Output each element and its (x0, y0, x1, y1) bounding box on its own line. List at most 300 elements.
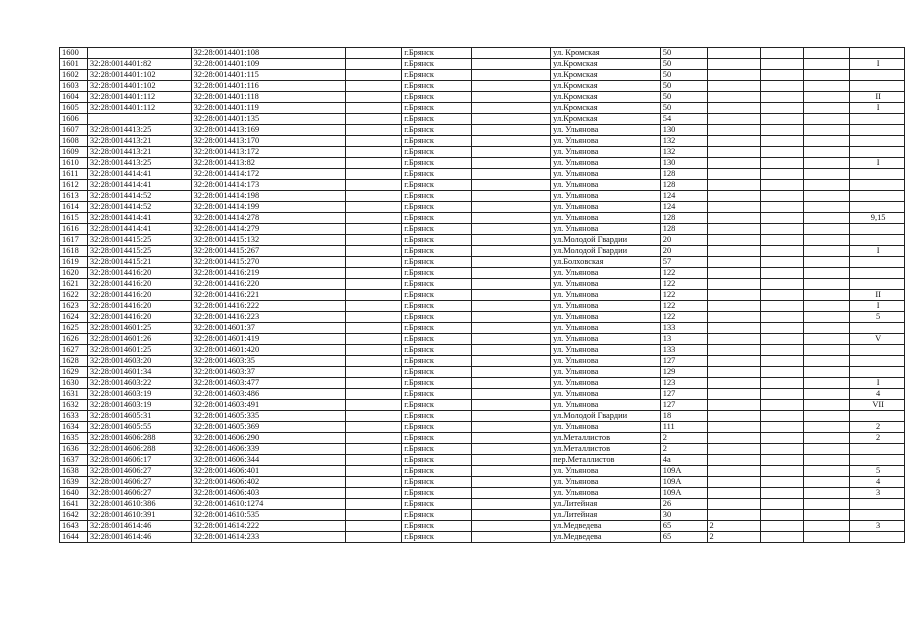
cell-street: ул. Ульянова (551, 191, 661, 202)
cell-street: ул. Ульянова (551, 147, 661, 158)
cell-street: ул.Кромская (551, 114, 661, 125)
cell-object-number: 32:28:0014401:116 (191, 81, 345, 92)
cell-parcel-number: 32:28:0014603:19 (87, 400, 191, 411)
table-row (60, 444, 905, 455)
cell-street: ул. Ульянова (551, 169, 661, 180)
cell-house-number: 132 (660, 147, 707, 158)
cell-parcel-number: 32:28:0014603:22 (87, 378, 191, 389)
cell-note (850, 257, 905, 268)
cell-blank-col-b (471, 422, 550, 433)
table-row (60, 92, 905, 103)
cell-city: г.Брянск (402, 136, 472, 147)
cell-blank-col-a (345, 356, 401, 367)
cell-col-flat (707, 202, 761, 213)
cell-blank-col-c (761, 114, 804, 125)
cell-blank-col-d (803, 235, 850, 246)
cell-city: г.Брянск (402, 224, 472, 235)
cell-note (850, 191, 905, 202)
cell-street: ул.Кромская (551, 81, 661, 92)
cell-col-flat (707, 499, 761, 510)
cell-city: г.Брянск (402, 312, 472, 323)
table-row (60, 180, 905, 191)
cell-row-number: 1643 (60, 521, 88, 532)
cell-blank-col-b (471, 48, 550, 59)
cell-object-number: 32:28:0014605:335 (191, 411, 345, 422)
cell-parcel-number: 32:28:0014416:20 (87, 312, 191, 323)
cell-col-flat (707, 257, 761, 268)
cell-blank-col-b (471, 378, 550, 389)
cell-blank-col-c (761, 356, 804, 367)
table-row (60, 312, 905, 323)
cell-blank-col-a (345, 224, 401, 235)
cell-house-number: 127 (660, 356, 707, 367)
cell-row-number: 1640 (60, 488, 88, 499)
cell-blank-col-b (471, 147, 550, 158)
cell-parcel-number: 32:28:0014414:41 (87, 213, 191, 224)
cell-col-flat (707, 510, 761, 521)
cell-house-number: 124 (660, 202, 707, 213)
cell-city: г.Брянск (402, 301, 472, 312)
cell-blank-col-a (345, 235, 401, 246)
cell-city: г.Брянск (402, 59, 472, 70)
cell-city: г.Брянск (402, 103, 472, 114)
table-row (60, 235, 905, 246)
cell-blank-col-b (471, 444, 550, 455)
cell-blank-col-a (345, 125, 401, 136)
cell-object-number: 32:28:0014416:223 (191, 312, 345, 323)
cell-blank-col-b (471, 433, 550, 444)
cell-blank-col-c (761, 191, 804, 202)
cell-note (850, 180, 905, 191)
cell-house-number: 50 (660, 92, 707, 103)
cell-parcel-number: 32:28:0014401:102 (87, 81, 191, 92)
cell-house-number: 65 (660, 532, 707, 543)
cell-row-number: 1616 (60, 224, 88, 235)
cell-note (850, 356, 905, 367)
table-row (60, 499, 905, 510)
cell-blank-col-a (345, 521, 401, 532)
cell-blank-col-d (803, 389, 850, 400)
cell-row-number: 1612 (60, 180, 88, 191)
cell-blank-col-a (345, 213, 401, 224)
cell-row-number: 1606 (60, 114, 88, 125)
cell-note (850, 411, 905, 422)
cell-row-number: 1611 (60, 169, 88, 180)
table-row (60, 455, 905, 466)
cell-blank-col-a (345, 422, 401, 433)
cell-col-flat: 2 (707, 521, 761, 532)
cell-street: пер.Металлистов (551, 455, 661, 466)
cell-blank-col-a (345, 268, 401, 279)
cell-house-number: 133 (660, 345, 707, 356)
cell-blank-col-d (803, 202, 850, 213)
cell-row-number: 1634 (60, 422, 88, 433)
cell-parcel-number: 32:28:0014413:25 (87, 158, 191, 169)
cell-street: ул.Медведева (551, 532, 661, 543)
cell-street: ул. Ульянова (551, 323, 661, 334)
cell-house-number: 50 (660, 81, 707, 92)
cell-street: ул. Ульянова (551, 356, 661, 367)
cell-blank-col-a (345, 246, 401, 257)
cell-blank-col-a (345, 191, 401, 202)
cell-col-flat (707, 114, 761, 125)
cell-house-number: 127 (660, 389, 707, 400)
cell-blank-col-d (803, 521, 850, 532)
cell-blank-col-b (471, 400, 550, 411)
cell-blank-col-b (471, 345, 550, 356)
table-row (60, 125, 905, 136)
cell-blank-col-d (803, 257, 850, 268)
cell-blank-col-b (471, 81, 550, 92)
cell-parcel-number: 32:28:0014413:21 (87, 147, 191, 158)
table-row (60, 59, 905, 70)
cell-blank-col-a (345, 510, 401, 521)
cell-blank-col-c (761, 213, 804, 224)
cell-note (850, 48, 905, 59)
cell-object-number: 32:28:0014603:477 (191, 378, 345, 389)
cell-note: 3 (850, 488, 905, 499)
cell-parcel-number: 32:28:0014606:17 (87, 455, 191, 466)
cell-row-number: 1633 (60, 411, 88, 422)
cell-object-number: 32:28:0014401:109 (191, 59, 345, 70)
cell-row-number: 1613 (60, 191, 88, 202)
table-row (60, 378, 905, 389)
cell-blank-col-b (471, 290, 550, 301)
cell-street: ул. Ульянова (551, 213, 661, 224)
cell-note: 2 (850, 422, 905, 433)
cell-object-number: 32:28:0014416:221 (191, 290, 345, 301)
cell-row-number: 1605 (60, 103, 88, 114)
cell-blank-col-d (803, 323, 850, 334)
cell-col-flat (707, 246, 761, 257)
cell-house-number: 50 (660, 48, 707, 59)
cell-object-number: 32:28:0014414:278 (191, 213, 345, 224)
cell-blank-col-c (761, 367, 804, 378)
cell-col-flat (707, 169, 761, 180)
cell-note (850, 510, 905, 521)
cell-row-number: 1638 (60, 466, 88, 477)
cell-street: ул.Болховская (551, 257, 661, 268)
cell-blank-col-d (803, 136, 850, 147)
cell-blank-col-c (761, 81, 804, 92)
cell-house-number: 109А (660, 466, 707, 477)
table-row (60, 169, 905, 180)
cell-blank-col-d (803, 169, 850, 180)
cell-parcel-number: 32:28:0014413:21 (87, 136, 191, 147)
cell-street: ул. Ульянова (551, 158, 661, 169)
cell-blank-col-b (471, 59, 550, 70)
cell-blank-col-c (761, 323, 804, 334)
cell-object-number: 32:28:0014401:115 (191, 70, 345, 81)
cell-note (850, 224, 905, 235)
cell-blank-col-a (345, 70, 401, 81)
cell-row-number: 1642 (60, 510, 88, 521)
cell-street: ул. Кромская (551, 48, 661, 59)
cell-blank-col-b (471, 213, 550, 224)
cell-street: ул.Молодой Гвардии (551, 411, 661, 422)
cell-col-flat (707, 367, 761, 378)
cell-col-flat (707, 356, 761, 367)
cell-col-flat (707, 466, 761, 477)
cell-row-number: 1621 (60, 279, 88, 290)
table-row (60, 224, 905, 235)
cell-blank-col-a (345, 59, 401, 70)
cell-city: г.Брянск (402, 81, 472, 92)
cell-parcel-number: 32:28:0014601:25 (87, 345, 191, 356)
cell-city: г.Брянск (402, 279, 472, 290)
cell-blank-col-a (345, 411, 401, 422)
table-row (60, 136, 905, 147)
cell-blank-col-a (345, 257, 401, 268)
cell-house-number: 128 (660, 213, 707, 224)
cell-object-number: 32:28:0014413:170 (191, 136, 345, 147)
cell-col-flat (707, 92, 761, 103)
cell-blank-col-d (803, 301, 850, 312)
cell-row-number: 1614 (60, 202, 88, 213)
cell-blank-col-c (761, 279, 804, 290)
cell-col-flat (707, 48, 761, 59)
cell-note (850, 367, 905, 378)
cell-city: г.Брянск (402, 180, 472, 191)
cell-note (850, 202, 905, 213)
cell-blank-col-d (803, 488, 850, 499)
cell-col-flat (707, 268, 761, 279)
cell-blank-col-b (471, 202, 550, 213)
cell-parcel-number: 32:28:0014601:25 (87, 323, 191, 334)
cell-city: г.Брянск (402, 367, 472, 378)
cell-house-number: 18 (660, 411, 707, 422)
cell-blank-col-a (345, 301, 401, 312)
cell-note (850, 147, 905, 158)
cell-object-number: 32:28:0014601:420 (191, 345, 345, 356)
cell-street: ул. Ульянова (551, 290, 661, 301)
cell-blank-col-c (761, 389, 804, 400)
cell-parcel-number: 32:28:0014614:46 (87, 521, 191, 532)
table-row (60, 81, 905, 92)
cell-house-number: 128 (660, 224, 707, 235)
cell-house-number: 20 (660, 246, 707, 257)
cell-parcel-number: 32:28:0014601:34 (87, 367, 191, 378)
cell-object-number: 32:28:0014605:369 (191, 422, 345, 433)
cell-row-number: 1601 (60, 59, 88, 70)
cell-col-flat (707, 81, 761, 92)
cell-city: г.Брянск (402, 378, 472, 389)
cell-row-number: 1644 (60, 532, 88, 543)
cell-parcel-number: 32:28:0014414:41 (87, 224, 191, 235)
cell-blank-col-d (803, 81, 850, 92)
cell-note (850, 323, 905, 334)
table-row (60, 400, 905, 411)
cell-street: ул. Ульянова (551, 422, 661, 433)
cell-blank-col-b (471, 246, 550, 257)
cell-object-number: 32:28:0014416:220 (191, 279, 345, 290)
cell-blank-col-b (471, 532, 550, 543)
cell-parcel-number: 32:28:0014606:288 (87, 433, 191, 444)
cell-street: ул. Ульянова (551, 389, 661, 400)
cell-note (850, 70, 905, 81)
cell-blank-col-a (345, 455, 401, 466)
cell-house-number: 2 (660, 433, 707, 444)
cell-city: г.Брянск (402, 389, 472, 400)
cell-note: II (850, 290, 905, 301)
cell-blank-col-d (803, 147, 850, 158)
table-row (60, 466, 905, 477)
cell-blank-col-b (471, 466, 550, 477)
cell-city: г.Брянск (402, 235, 472, 246)
cell-blank-col-d (803, 70, 850, 81)
cell-house-number: 133 (660, 323, 707, 334)
cell-street: ул. Ульянова (551, 136, 661, 147)
cell-object-number: 32:28:0014413:169 (191, 125, 345, 136)
table-row (60, 213, 905, 224)
cell-blank-col-b (471, 103, 550, 114)
cell-street: ул.Кромская (551, 59, 661, 70)
cell-note (850, 268, 905, 279)
cell-col-flat (707, 312, 761, 323)
cell-blank-col-b (471, 488, 550, 499)
cell-blank-col-d (803, 290, 850, 301)
cell-blank-col-c (761, 433, 804, 444)
cell-blank-col-c (761, 246, 804, 257)
cell-blank-col-d (803, 268, 850, 279)
cell-street: ул.Литейная (551, 499, 661, 510)
cell-note (850, 169, 905, 180)
cell-house-number: 122 (660, 301, 707, 312)
cell-blank-col-d (803, 279, 850, 290)
cell-blank-col-c (761, 334, 804, 345)
cell-blank-col-a (345, 81, 401, 92)
cell-parcel-number: 32:28:0014401:102 (87, 70, 191, 81)
cell-blank-col-c (761, 521, 804, 532)
cell-blank-col-b (471, 477, 550, 488)
cell-street: ул.Молодой Гвардии (551, 235, 661, 246)
cell-blank-col-b (471, 334, 550, 345)
cell-blank-col-d (803, 103, 850, 114)
cell-parcel-number: 32:28:0014606:288 (87, 444, 191, 455)
cell-street: ул. Ульянова (551, 279, 661, 290)
cell-blank-col-c (761, 290, 804, 301)
table-row (60, 257, 905, 268)
cell-blank-col-a (345, 532, 401, 543)
cell-blank-col-b (471, 191, 550, 202)
cell-parcel-number: 32:28:0014416:20 (87, 290, 191, 301)
cell-house-number: 122 (660, 312, 707, 323)
cell-blank-col-d (803, 356, 850, 367)
cell-city: г.Брянск (402, 411, 472, 422)
cell-object-number: 32:28:0014414:173 (191, 180, 345, 191)
cell-house-number: 50 (660, 103, 707, 114)
cell-col-flat (707, 488, 761, 499)
cell-house-number: 26 (660, 499, 707, 510)
cell-object-number: 32:28:0014603:491 (191, 400, 345, 411)
cell-blank-col-d (803, 213, 850, 224)
cell-object-number: 32:28:0014415:267 (191, 246, 345, 257)
cell-city: г.Брянск (402, 70, 472, 81)
cell-house-number: 122 (660, 279, 707, 290)
cell-blank-col-a (345, 477, 401, 488)
cell-blank-col-b (471, 411, 550, 422)
cell-row-number: 1639 (60, 477, 88, 488)
cell-col-flat (707, 334, 761, 345)
table-row (60, 488, 905, 499)
cell-note: I (850, 378, 905, 389)
cell-row-number: 1632 (60, 400, 88, 411)
cell-col-flat (707, 444, 761, 455)
cell-row-number: 1615 (60, 213, 88, 224)
cell-blank-col-d (803, 180, 850, 191)
cell-blank-col-d (803, 433, 850, 444)
cell-parcel-number: 32:28:0014614:46 (87, 532, 191, 543)
cell-city: г.Брянск (402, 114, 472, 125)
cell-row-number: 1624 (60, 312, 88, 323)
cell-object-number: 32:28:0014601:419 (191, 334, 345, 345)
cell-row-number: 1607 (60, 125, 88, 136)
cell-note (850, 532, 905, 543)
cell-blank-col-a (345, 400, 401, 411)
cell-col-flat (707, 433, 761, 444)
cell-city: г.Брянск (402, 334, 472, 345)
cell-row-number: 1630 (60, 378, 88, 389)
table-row (60, 345, 905, 356)
cell-object-number: 32:28:0014606:402 (191, 477, 345, 488)
cell-col-flat (707, 378, 761, 389)
cell-note: 2 (850, 433, 905, 444)
cell-city: г.Брянск (402, 466, 472, 477)
table-row (60, 477, 905, 488)
cell-city: г.Брянск (402, 499, 472, 510)
cell-parcel-number: 32:28:0014414:41 (87, 169, 191, 180)
cell-blank-col-b (471, 389, 550, 400)
cell-note (850, 114, 905, 125)
cell-row-number: 1609 (60, 147, 88, 158)
cell-parcel-number: 32:28:0014401:112 (87, 92, 191, 103)
cell-street: ул. Ульянова (551, 180, 661, 191)
cell-blank-col-a (345, 345, 401, 356)
cell-blank-col-a (345, 389, 401, 400)
cell-blank-col-c (761, 70, 804, 81)
cell-note: 4 (850, 389, 905, 400)
cell-object-number: 32:28:0014414:199 (191, 202, 345, 213)
cell-col-flat (707, 290, 761, 301)
table-row (60, 279, 905, 290)
cell-object-number: 32:28:0014606:290 (191, 433, 345, 444)
cell-blank-col-c (761, 202, 804, 213)
cell-blank-col-c (761, 59, 804, 70)
cell-blank-col-d (803, 532, 850, 543)
cell-house-number: 13 (660, 334, 707, 345)
cell-parcel-number: 32:28:0014601:26 (87, 334, 191, 345)
cell-col-flat (707, 400, 761, 411)
cell-note (850, 125, 905, 136)
cell-object-number: 32:28:0014401:108 (191, 48, 345, 59)
table-row (60, 114, 905, 125)
cell-blank-col-c (761, 92, 804, 103)
cell-row-number: 1636 (60, 444, 88, 455)
table-row (60, 301, 905, 312)
cell-object-number: 32:28:0014401:119 (191, 103, 345, 114)
cell-row-number: 1600 (60, 48, 88, 59)
cell-note (850, 455, 905, 466)
table-row (60, 433, 905, 444)
cell-street: ул.Кромская (551, 70, 661, 81)
cell-blank-col-a (345, 488, 401, 499)
cell-city: г.Брянск (402, 125, 472, 136)
cell-blank-col-c (761, 532, 804, 543)
cell-city: г.Брянск (402, 202, 472, 213)
cell-city: г.Брянск (402, 400, 472, 411)
cell-street: ул. Ульянова (551, 301, 661, 312)
cell-house-number: 57 (660, 257, 707, 268)
